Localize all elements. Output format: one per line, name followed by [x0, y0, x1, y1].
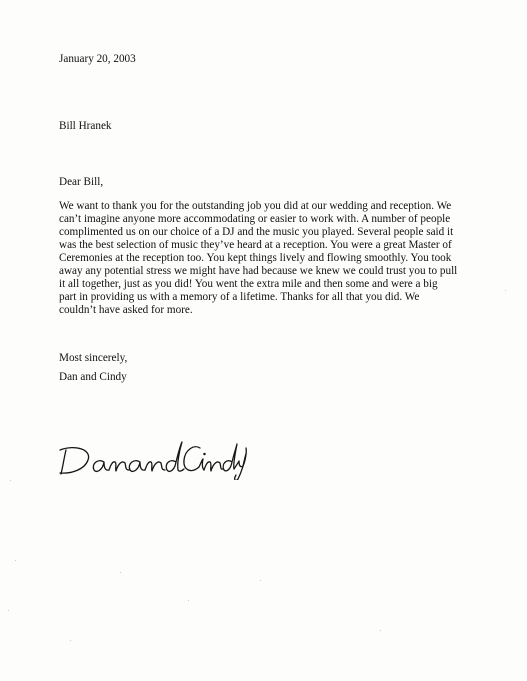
body-line: We want to thank you for the outstanding job you did at our wedding and reception. We [59, 200, 452, 212]
body-line: was the best selection of music they’ve heard at a reception. You were a great Master of [59, 239, 452, 252]
body-line: part in providing us with a memory of a lifetime. Thanks for all that you did. We [59, 291, 420, 304]
body-line: it all together, just as you did! You went the extra mile and then some and were a big [59, 278, 438, 291]
handwritten-signature [58, 440, 248, 480]
scan-speck [260, 580, 261, 581]
scan-speck [10, 480, 11, 481]
letter-body [59, 200, 489, 317]
scan-speck [380, 630, 381, 631]
scan-speck [8, 610, 9, 611]
scan-speck [188, 600, 189, 601]
scan-speck [120, 572, 121, 573]
scan-speck [70, 640, 71, 641]
letter-date: January 20, 2003 [59, 53, 136, 65]
letter-closing: Most sincerely, [59, 352, 128, 364]
body-line: away any potential stress we might have had because we knew we could trust you to pull [59, 265, 458, 278]
body-line: can’t imagine anyone more accommodating or easier to work with. A number of people [59, 213, 451, 226]
letter-recipient: Bill Hranek [59, 120, 112, 132]
body-line: couldn’t have asked for more. [59, 304, 193, 317]
body-line: complimented us on our choice of a DJ and the music you played. Several people said it [59, 226, 454, 239]
letter-salutation: Dear Bill, [59, 176, 104, 188]
body-line: Ceremonies at the reception too. You kept things lively and flowing smoothly. You took [59, 252, 452, 265]
letter-signer: Dan and Cindy [59, 371, 127, 383]
scan-speck [505, 290, 506, 291]
scan-speck [15, 560, 16, 561]
